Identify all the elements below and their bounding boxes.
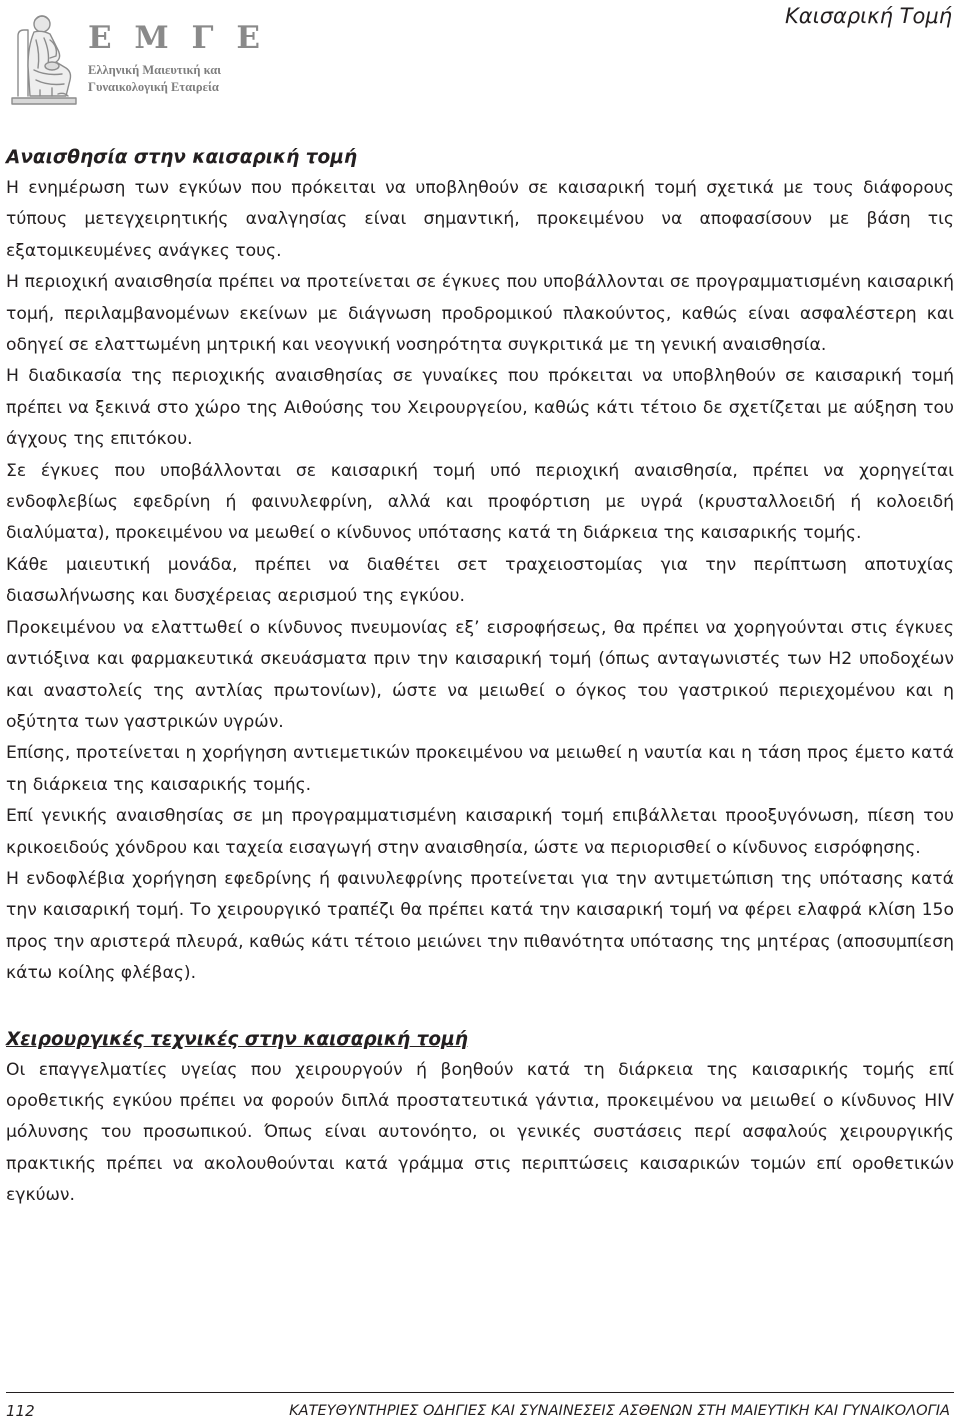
page-header (0, 0, 960, 110)
seated-figure-emblem (6, 6, 82, 106)
section-spacer (6, 990, 954, 1025)
page-footer (0, 1392, 960, 1425)
paragraph: Σε έγκυες που υποβάλλονται σε καισαρική τομή υπό περιοχική αναισθησία, πρέπει να χορηγείται ενδοφλεβίως εφεδρίνη ή φαινυλεφρίνη, αλλά και προφόρτιση με υγρά (κρυσταλλοειδή ή κολοειδή διαλύματα), προκειμένου να μεωθεί ο κίνδυνος υπότασης κατά τη διάρκεια της καισαρικής τομής. (6, 460, 954, 544)
section-surgical-techniques (6, 1025, 954, 1212)
paragraph: Οι επαγγελματίες υγείας που χειρουργούν ή βοηθούν κατά τη διάρκεια της καισαρικής τομής επί οροθετικής εγκύου πρέπει να φορούν διπλά προστατευτικά γάντια, προκειμένου να μειωθεί ο κίνδυνος HIV μόλυνσης του προσωπικού. Όπως είναι αυτονόητο, οι γενικές συστάσεις περί ασφαλούς χειρουργικής πρακτικής πρέπει να ακολουθούνται κατά γράμμα στις περιπτώσεις καισαρικών τομών επί οροθετικών εγκύων. (6, 1059, 954, 1206)
paragraph: Επίσης, προτείνεται η χορήγηση αντιεμετικών προκειμένου να μειωθεί η ναυτία και η τάση προς έμετο κατά τη διάρκεια της καισαρικής τομής. (6, 743, 954, 795)
section-anaesthesia (6, 143, 954, 990)
logo-acronym: Ε Μ Γ Ε (88, 20, 266, 56)
section-heading: Χειρουργικές τεχνικές στην καισαρική τομή (6, 1028, 468, 1050)
logo-subtitle-line-1: Ελληνική Μαιευτική και (88, 63, 222, 77)
emge-logo (6, 6, 266, 106)
logo-subtitle (88, 62, 238, 96)
page-number: 112 (6, 1402, 35, 1420)
paragraph: Η διαδικασία της περιοχικής αναισθησίας σε γυναίκες που πρόκειται να υποβληθούν σε καισαρική τομή πρέπει να ξεκινά στο χώρο της Αιθούσης του Χειρουργείου, καθώς κάτι τέτοιο δε σχετίζεται με αύξηση του άγχους της επιτόκου. (6, 366, 954, 450)
paragraph: Κάθε μαιευτική μονάδα, πρέπει να διαθέτει σετ τραχειοστομίας για την περίπτωση αποτυχίας διασωλήνωσης και δυσχέρειας αερισμού της εγκύου. (6, 554, 954, 607)
section-heading: Αναισθησία στην καισαρική τομή (6, 147, 358, 168)
running-title: Καισαρική Τομή (784, 4, 952, 28)
footer-title: ΚΑΤΕΥΘΥΝΤΗΡΙΕΣ ΟΔΗΓΙΕΣ ΚΑΙ ΣΥΝΑΙΝΕΣΕΙΣ ΑΣΘΕΝΩΝ ΣΤΗ ΜΑΙΕΥΤΙΚΗ ΚΑΙ ΓΥΝΑΙΚΟΛΟΓΙΑ (289, 1402, 950, 1419)
paragraph: Επί γενικής αναισθησίας σε μη προγραμματισμένη καισαρική τομή επιβάλλεται προοξυγόνωση, πίεση του κρικοειδούς χόνδρου και ταχεία εισαγωγή στην αναισθησία, ώστε να περιορισθεί ο κίνδυνος εισρόφησης. (6, 806, 954, 858)
paragraph: Προκειμένου να ελαττωθεί ο κίνδυνος πνευμονίας εξ’ εισροφήσεως, θα πρέπει να χορηγούνται στις έγκυες αντιόξινα και φαρμακευτικά σκευάσματα πριν την καισαρική τομή (όπως ανταγωνιστές των Η2 υποδοχέων και αναστολείς της αντλίας πρωτονίων), ώστε να μειωθεί ο όγκος του γαστρικού περιεχομένου και η οξύτητα των γαστρικών υγρών. (6, 617, 954, 732)
paragraph: Η ενημέρωση των εγκύων που πρόκειται να υποβληθούν σε καισαρική τομή σχετικά με τους διάφορους τύπους μετεγχειρητικής αναλγησίας είναι σημαντική, προκειμένου να αποφασίσουν με βάση τις εξατομικευμένες ανάγκες τους. (6, 178, 954, 261)
footer-divider (6, 1392, 954, 1393)
logo-subtitle-line-2: Γυναικολογική Εταιρεία (88, 80, 219, 94)
paragraph: Η ενδοφλέβια χορήγηση εφεδρίνης ή φαινυλεφρίνης προτείνεται για την αντιμετώπιση της υπότασης κατά την καισαρική τομή. Το χειρουργικό τραπέζι θα πρέπει κατά την καισαρική τομή να φέρει ελαφρά κλίση 15ο προς την αριστερά πλευρά, καθώς κάτι τέτοιο μειώνει την πιθανότητα υπότασης της μητέρας (αποσυμπίεση κάτω κοίλης φλέβας). (6, 868, 954, 984)
main-content (6, 143, 954, 1212)
paragraph: Η περιοχική αναισθησία πρέπει να προτείνεται σε έγκυες που υποβάλλονται σε προγραμματισμένη καισαρική τομή, περιλαμβανομένων εκείνων με διάγνωση προδρομικού πλακούντος, καθώς είναι ασφαλέστερη και οδηγεί σε ελαττωμένη μητρική και νεογνική νοσηρότητα συγκριτικά με τη γενική αναισθησία. (6, 272, 954, 356)
